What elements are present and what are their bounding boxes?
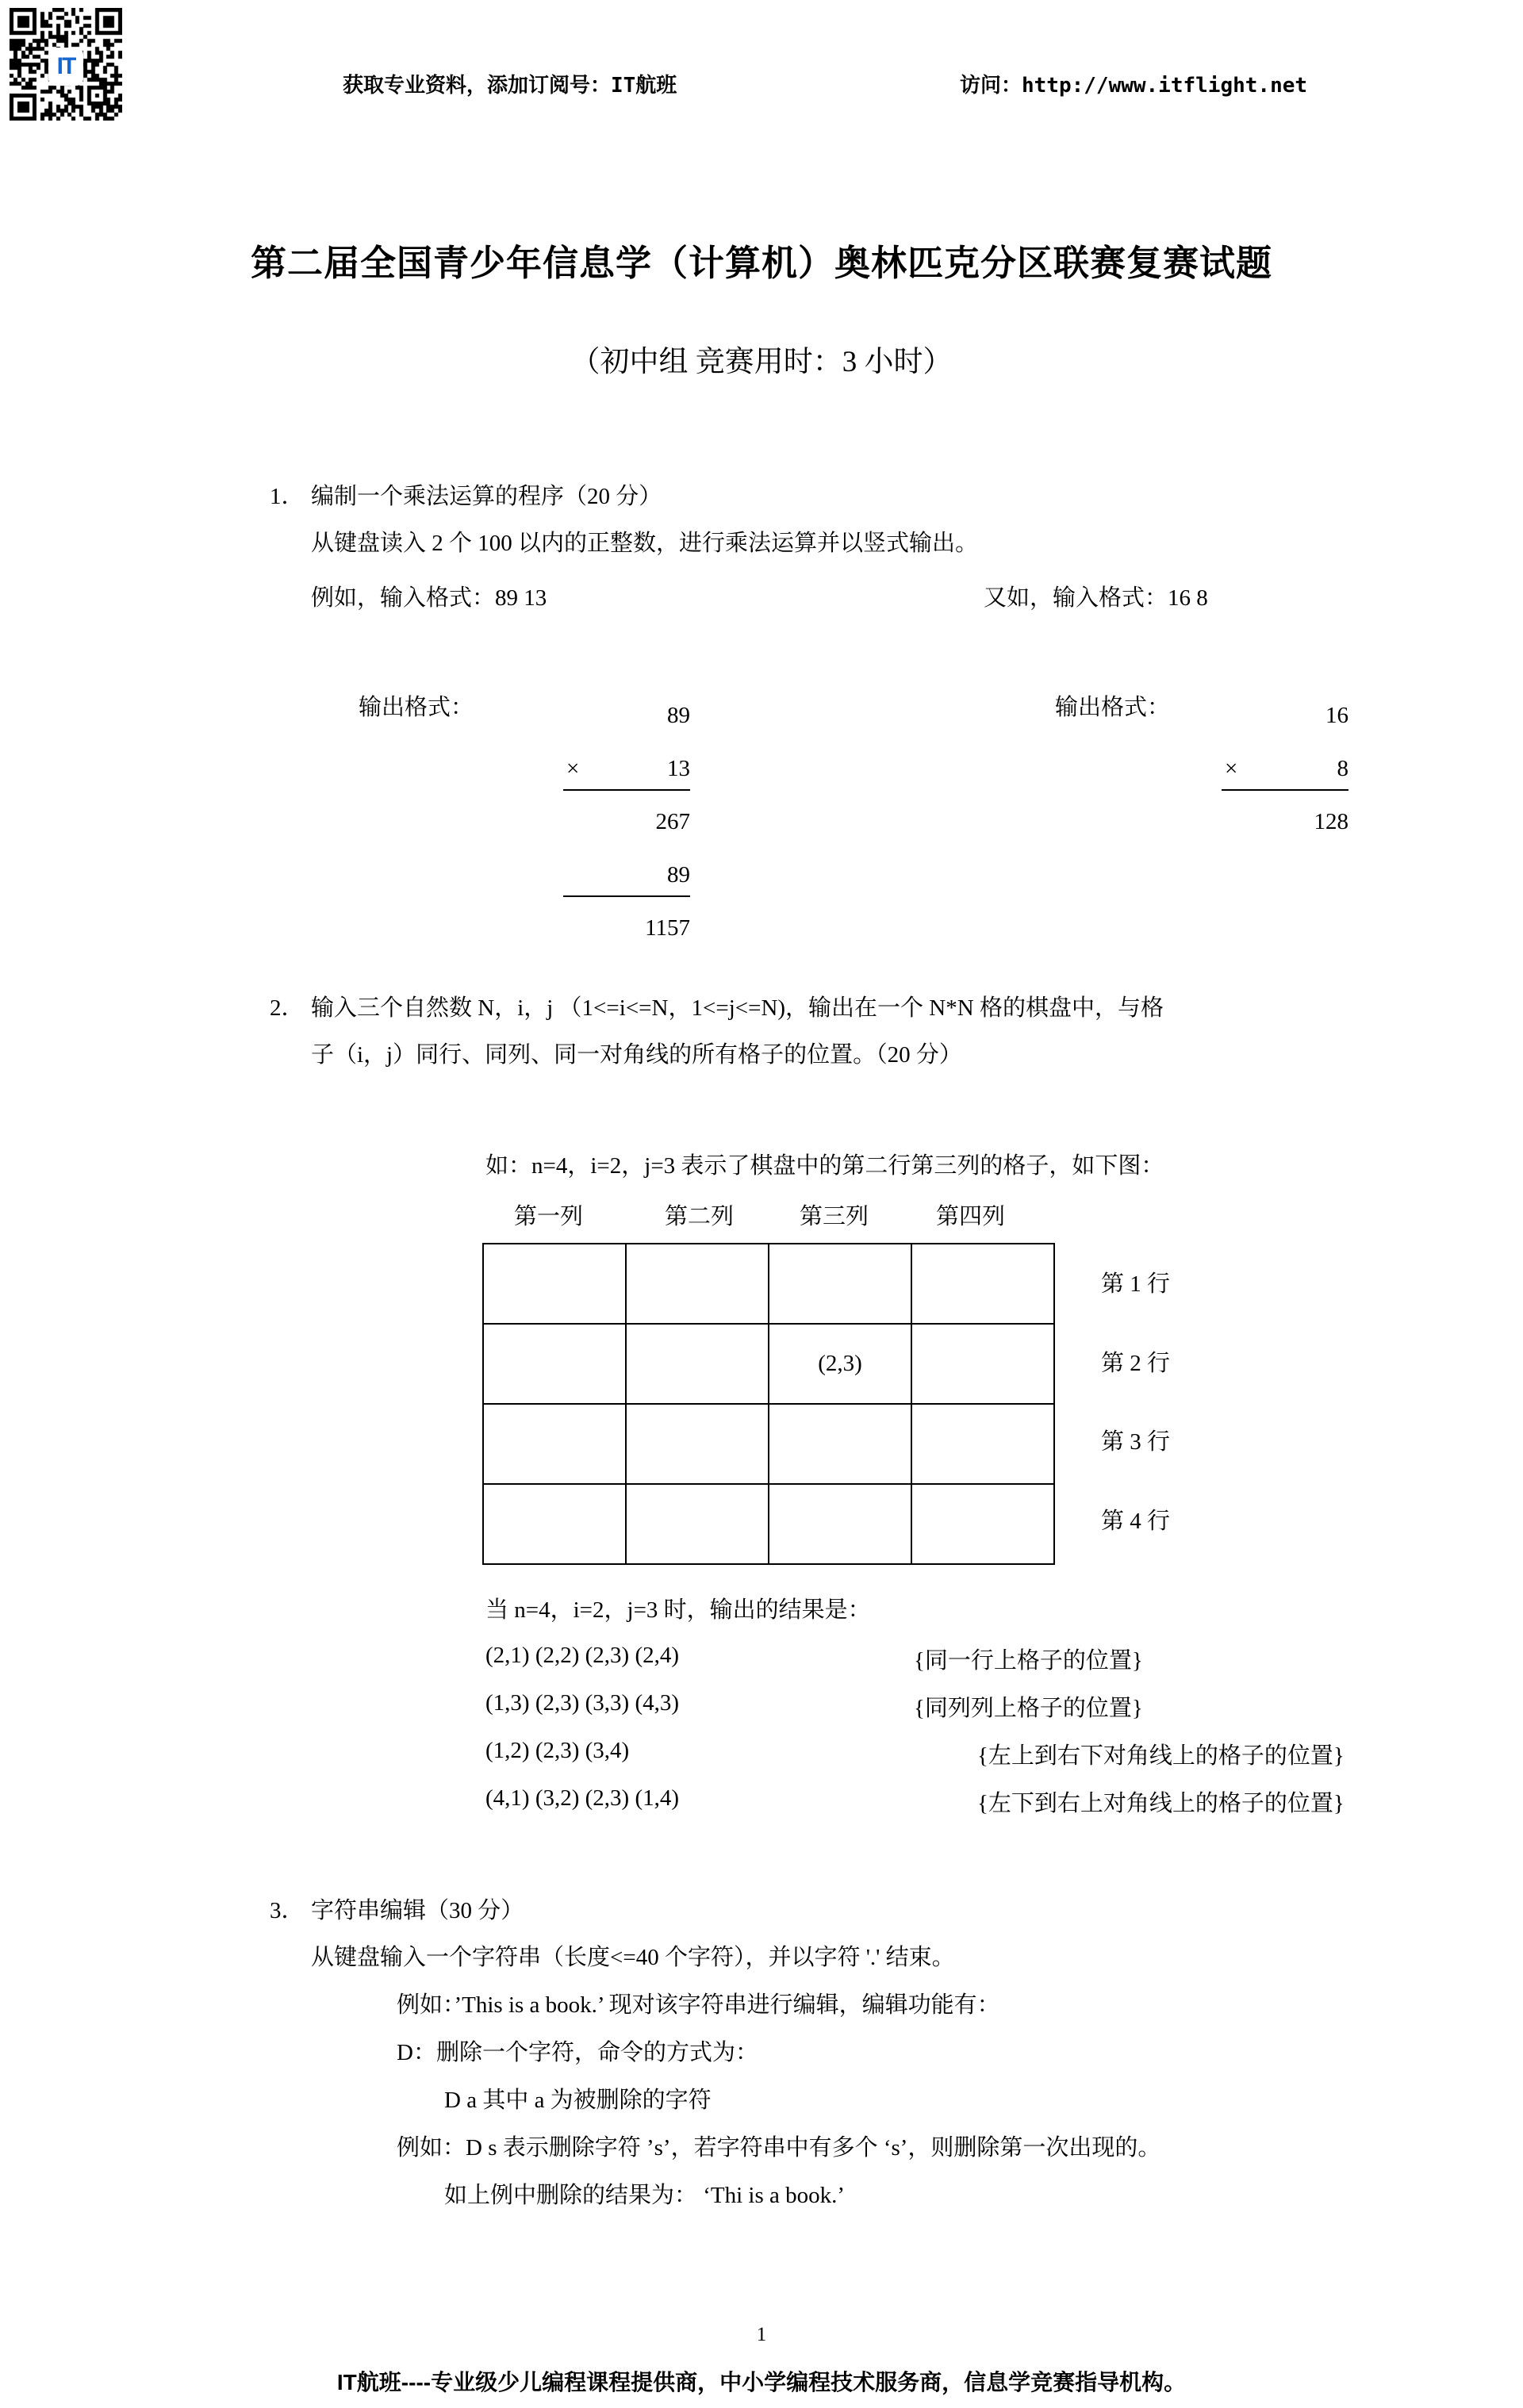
result-note-2: {同列列上格子的位置}: [914, 1696, 1143, 1721]
multiplier-row: [563, 742, 690, 796]
partial-product-1: 267: [655, 809, 690, 834]
chessboard-cell: [483, 1404, 626, 1484]
chessboard-cell: [626, 1244, 769, 1324]
chessboard-row: [483, 1324, 1054, 1404]
chessboard-cell: [626, 1324, 769, 1404]
question-2-result-intro: 当 n=4，i=2，j=3 时，输出的结果是：: [485, 1597, 871, 1623]
chessboard-cell: [483, 1324, 626, 1404]
output-format-label-left: 输出格式：: [359, 695, 474, 720]
result-coords-2: (1,3) (2,3) (3,3) (4,3): [485, 1690, 680, 1716]
qr-code-image: [10, 8, 122, 121]
grid-row-label-2: 第 2 行: [1101, 1351, 1171, 1376]
multiply-sign: ×: [566, 756, 580, 781]
grid-column-header-3: 第三列: [800, 1204, 869, 1229]
header-website-text: 访问：http://www.itflight.net: [960, 74, 1308, 98]
multiplicand-row: [1222, 689, 1348, 742]
chessboard-body: [483, 1244, 1054, 1564]
result-note-1: {同一行上格子的位置}: [914, 1648, 1143, 1674]
page-number: 1: [756, 2324, 767, 2345]
grid-column-header-4: 第四列: [936, 1204, 1006, 1229]
question-3-line-1: 从键盘输入一个字符串（长度<=40 个字符），并以字符 '.' 结束。: [311, 1945, 955, 1970]
result-note-3: {左上到右下对角线上的格子的位置}: [977, 1743, 1345, 1769]
question-3-line-3: D：删除一个字符，命令的方式为：: [397, 2040, 758, 2065]
question-3-heading: 字符串编辑（30 分）: [311, 1898, 524, 1923]
page-header: [0, 0, 1523, 167]
chessboard-cell: [911, 1324, 1054, 1404]
multiplier-value: 13: [667, 756, 690, 781]
qr-center-logo: [50, 49, 82, 84]
grid-row-label-3: 第 3 行: [1101, 1429, 1171, 1455]
multiplication-column-left: [563, 689, 690, 955]
product-row: [563, 902, 690, 955]
grid-row-label-4: 第 4 行: [1101, 1509, 1171, 1534]
chessboard-row: [483, 1244, 1054, 1324]
multiplier-value: 8: [1337, 756, 1348, 781]
question-3-line-4: D a 其中 a 为被删除的字符: [444, 2088, 712, 2113]
chessboard-cell: [626, 1484, 769, 1564]
chessboard-cell: [483, 1484, 626, 1564]
result-coords-4: (4,1) (3,2) (2,3) (1,4): [485, 1785, 680, 1811]
partial-product-2: 89: [667, 862, 690, 888]
grid-column-header-1: 第一列: [514, 1204, 584, 1229]
product-value: 128: [1314, 809, 1348, 834]
question-3-index: 3．: [270, 1898, 305, 1923]
output-format-label-right: 输出格式：: [1055, 695, 1171, 720]
chessboard-cell: [769, 1244, 911, 1324]
chessboard-cell: [483, 1244, 626, 1324]
chessboard-cell: [769, 1404, 911, 1484]
question-3-line-6: 如上例中删除的结果为： ‘Thi is a book.’: [444, 2183, 846, 2208]
chessboard-cell: [626, 1404, 769, 1484]
chessboard-cell-marked: (2,3): [769, 1324, 911, 1404]
chessboard-grid: [482, 1243, 1055, 1565]
grid-column-header-2: 第二列: [665, 1204, 735, 1229]
question-1-line-1: 从键盘读入 2 个 100 以内的正整数，进行乘法运算并以竖式输出。: [311, 531, 979, 556]
chessboard-cell: [911, 1484, 1054, 1564]
chessboard-cell: [911, 1244, 1054, 1324]
product-value: 1157: [645, 915, 690, 941]
result-note-4: {左下到右上对角线上的格子的位置}: [977, 1791, 1345, 1816]
question-1-example-right: 又如，输入格式：16 8: [984, 585, 1208, 611]
header-subscribe-text: 获取专业资料，添加订阅号：IT航班: [343, 74, 677, 98]
question-2-index: 2．: [270, 995, 305, 1021]
page-subtitle: （初中组 竞赛用时：3 小时）: [570, 346, 953, 378]
question-1-index: 1．: [270, 484, 305, 509]
question-1-example-left: 例如，输入格式：89 13: [311, 585, 547, 611]
question-2-line-1: 输入三个自然数 N，i，j （1<=i<=N，1<=j<=N)，输出在一个 N*N 格的棋盘中，与格: [311, 995, 1164, 1021]
multiplicand-value: 89: [667, 703, 690, 728]
chessboard-row: [483, 1404, 1054, 1484]
page-title: 第二届全国青少年信息学（计算机）奥林匹克分区联赛复赛试题: [250, 243, 1272, 283]
product-row: [1222, 796, 1348, 849]
question-1-heading: 编制一个乘法运算的程序（20 分）: [311, 484, 662, 509]
multiplicand-value: 16: [1325, 703, 1348, 728]
chessboard-cell: [769, 1484, 911, 1564]
question-2-example-intro: 如：n=4，i=2，j=3 表示了棋盘中的第二行第三列的格子，如下图：: [485, 1153, 1164, 1179]
partial-product-2-row: [563, 849, 690, 902]
chessboard-row: [483, 1484, 1054, 1564]
result-coords-1: (2,1) (2,2) (2,3) (2,4): [485, 1643, 680, 1668]
multiplier-row: [1222, 742, 1348, 796]
question-2-line-2: 子（i，j）同行、同列、同一对角线的所有格子的位置。（20 分）: [311, 1042, 962, 1068]
multiplicand-row: [563, 689, 690, 742]
multiply-sign: ×: [1225, 756, 1238, 781]
multiplication-column-right: [1222, 689, 1348, 849]
result-coords-3: (1,2) (2,3) (3,4): [485, 1738, 630, 1763]
grid-row-label-1: 第 1 行: [1101, 1271, 1171, 1297]
question-3-line-5: 例如：D s 表示删除字符 ’s’，若字符串中有多个 ‘s’，则删除第一次出现的。: [397, 2135, 1161, 2161]
partial-product-1-row: [563, 796, 690, 849]
question-3-line-2: 例如：’This is a book.’ 现对该字符串进行编辑，编辑功能有：: [397, 1992, 1000, 2018]
footer-note: IT航班----专业级少儿编程课程提供商，中小学编程技术服务商，信息学竞赛指导机构。: [336, 2370, 1187, 2395]
qr-logo-text: IT: [56, 52, 75, 79]
chessboard-cell: [911, 1404, 1054, 1484]
